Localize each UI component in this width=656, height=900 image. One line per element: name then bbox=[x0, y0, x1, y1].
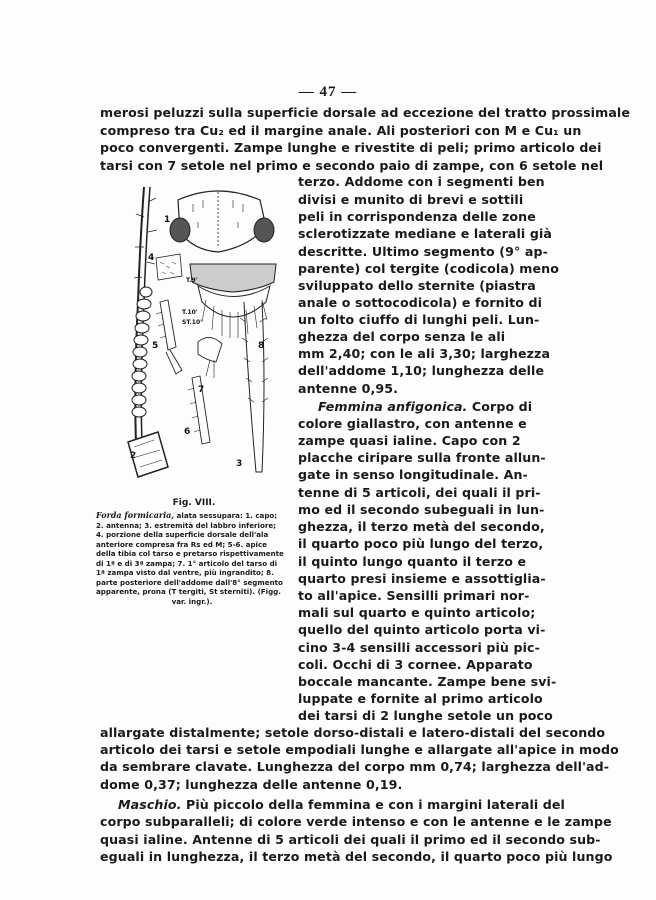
figure-caption-line: 4. porzione della superficie dorsale dell'ala bbox=[96, 530, 269, 539]
fig-label: 8 bbox=[258, 341, 265, 351]
insect-drawing bbox=[98, 182, 288, 482]
figure-caption-line: della tibia col tarso e pretarso rispettivamente bbox=[96, 549, 284, 558]
body-line: allargate distalmente; setole dorso-distali e latero-distali del secondo bbox=[100, 725, 606, 740]
figure-caption-line: 1ª zampa visto dal ventre, più ingrandito; 8. bbox=[96, 568, 274, 577]
body-line: antenne 0,95. bbox=[298, 381, 399, 396]
figure-caption-line: 2. antenna; 3. estremità del labbro inferiore; bbox=[96, 521, 276, 530]
antenna-drawing bbox=[128, 187, 171, 477]
body-line: tarsi con 7 setole nel primo e secondo paio di zampe, con 6 setole nel bbox=[100, 158, 604, 173]
figure-species: Forda formicaria, bbox=[96, 510, 175, 520]
body-line: ghezza del corpo senza le ali bbox=[298, 329, 506, 344]
male-heading: Maschio. bbox=[118, 797, 182, 812]
figure-caption-line: di 1ª e di 3ª zampa; 7. 1° articolo del tarso di bbox=[96, 559, 278, 568]
male-paragraph-start bbox=[118, 796, 565, 813]
body-line: anale o sottocodicola) e fornito di bbox=[298, 295, 543, 310]
fig-label: T.10' bbox=[182, 309, 198, 316]
body-line: dome 0,37; lunghezza delle antenne 0,19. bbox=[100, 777, 403, 792]
female-heading: Femmina anfigonica. bbox=[318, 399, 468, 414]
body-line: to all'apice. Sensilli primari nor- bbox=[298, 588, 530, 603]
body-line: coli. Occhi di 3 cornee. Apparato bbox=[298, 657, 533, 672]
female-paragraph-start bbox=[318, 398, 533, 415]
body-line: il quarto poco più lungo del terzo, bbox=[298, 536, 544, 551]
body-line: merosi peluzzi sulla superficie dorsale ad eccezione del tratto prossimale bbox=[100, 105, 630, 120]
body-line: divisi e munito di brevi e sottili bbox=[298, 192, 524, 207]
figure-caption-line: anteriore compresa fra Rs ed M; 5-6. apice bbox=[96, 540, 267, 549]
body-line: mm 2,40; con le ali 3,30; larghezza bbox=[298, 346, 551, 361]
body-line: Corpo di bbox=[467, 399, 533, 414]
body-line: descritte. Ultimo segmento (9° ap- bbox=[298, 244, 548, 259]
fig-label: 7 bbox=[198, 385, 205, 395]
fig-label: ST.10' bbox=[182, 319, 202, 326]
head-drawing bbox=[170, 191, 274, 252]
body-line: quello del quinto articolo porta vi- bbox=[298, 622, 546, 637]
body-line: gate in senso longitudinale. An- bbox=[298, 467, 528, 482]
body-line: sviluppato dello sternite (piastra bbox=[298, 278, 536, 293]
body-line: terzo. Addome con i segmenti ben bbox=[298, 174, 545, 189]
body-line: boccale mancante. Zampe bene svi- bbox=[298, 674, 557, 689]
lower-lip-drawing bbox=[240, 302, 268, 472]
body-line: tenne di 5 articoli, dei quali il pri- bbox=[298, 485, 541, 500]
body-line: sclerotizzate mediane e laterali già bbox=[298, 226, 552, 241]
body-line: dei tarsi di 2 lunghe setole un poco bbox=[298, 708, 553, 723]
body-line: zampe quasi ialine. Capo con 2 bbox=[298, 433, 521, 448]
body-line: placche ciripare sulla fronte allun- bbox=[298, 450, 546, 465]
figure-caption-line: parte posteriore dell'addome dall'8° segmento bbox=[96, 578, 283, 587]
figure-title: Fig. VIII. bbox=[172, 498, 216, 508]
tibia-tarsus-drawing bbox=[156, 300, 182, 374]
fig-label: 4 bbox=[148, 253, 155, 263]
body-line: il quinto lungo quanto il terzo e bbox=[298, 554, 527, 569]
fig-label: T.9' bbox=[186, 277, 198, 284]
body-line: quarto presi insieme e assottiglia- bbox=[298, 571, 546, 586]
figure-illustration bbox=[98, 182, 288, 482]
wing-fragment-drawing bbox=[156, 254, 182, 280]
body-line: un folto ciuffo di lunghi peli. Lun- bbox=[298, 312, 540, 327]
body-line: ghezza, il terzo metà del secondo, bbox=[298, 519, 545, 534]
page-number: — 47 — bbox=[298, 84, 358, 100]
figure-caption-line: Forda formicaria, alata sessupara: 1. capo; bbox=[96, 510, 278, 520]
fig-label: 6 bbox=[184, 427, 191, 437]
body-line: colore giallastro, con antenne e bbox=[298, 416, 527, 431]
body-line: mali sul quarto e quinto articolo; bbox=[298, 605, 536, 620]
body-line: mo ed il secondo subeguali in lun- bbox=[298, 502, 545, 517]
body-line: parente) col tergite (codicola) meno bbox=[298, 261, 559, 276]
body-line: eguali in lunghezza, il terzo metà del secondo, il quarto poco più lungo bbox=[100, 849, 613, 864]
body-line: peli in corrispondenza delle zone bbox=[298, 209, 536, 224]
body-line: da sembrare clavate. Lunghezza del corpo mm 0,74; larghezza dell'ad- bbox=[100, 759, 610, 774]
body-line: cino 3-4 sensilli accessori più pic- bbox=[298, 640, 540, 655]
body-line: quasi ialine. Antenne di 5 articoli dei quali il primo ed il secondo sub- bbox=[100, 832, 601, 847]
body-line: poco convergenti. Zampe lunghe e rivestite di peli; primo articolo dei bbox=[100, 140, 602, 155]
fig-label: 5 bbox=[152, 341, 159, 351]
tarsus-article-drawing bbox=[198, 337, 222, 378]
body-line: compreso tra Cu₂ ed il margine anale. Ali posteriori con M e Cu₁ un bbox=[100, 123, 582, 138]
fig-label: 1 bbox=[164, 215, 171, 225]
body-line: corpo subparalleli; di colore verde intenso e con le antenne e le zampe bbox=[100, 814, 612, 829]
body-line: dell'addome 1,10; lunghezza delle bbox=[298, 363, 545, 378]
figure-caption-line: apparente, prona (T tergiti, St sterniti). (Figg. bbox=[96, 587, 281, 596]
fig-label: 2 bbox=[130, 451, 137, 461]
body-line: Più piccolo della femmina e con i margini laterali del bbox=[181, 797, 565, 812]
fig-label: 3 bbox=[236, 459, 243, 469]
body-line: articolo dei tarsi e setole empodiali lunghe e allargate all'apice in modo bbox=[100, 742, 619, 757]
figure-caption-line: var. ingr.). bbox=[171, 597, 213, 606]
body-line: luppate e fornite al primo articolo bbox=[298, 691, 543, 706]
